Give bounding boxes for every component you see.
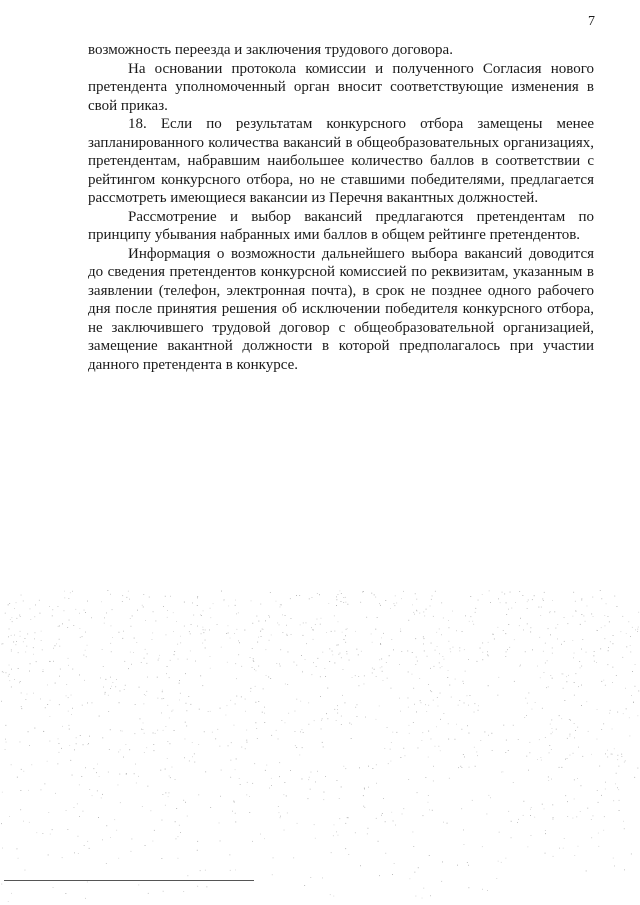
paragraph-review: Рассмотрение и выбор вакансий предлагаются претендентам по принципу убывания набранных ими баллов в общем рейтинге претендентов. [88,208,594,243]
document-body [88,41,594,374]
paragraph-protocol: На основании протокола комиссии и полученного Согласия нового претендента уполномоченный орган вносит соответствующие изменения в свой приказ. [88,60,594,114]
page-number: 7 [588,14,595,29]
scan-edge-line [4,880,254,881]
scan-noise [0,590,640,905]
paragraph-item-18: 18. Если по результатам конкурсного отбора замещены менее запланированного количества вакансий в общеобразовательных организациях, претендентам, набравшим наибольшее количество баллов в соответствии с рейтингом конкурсного отбора, но не ставшими победителями, предлагается рассмотреть имеющиеся вакансии из Перечня вакантных должностей. [88,116,594,206]
paragraph-information: Информация о возможности дальнейшего выбора вакансий доводится до сведения претендентов конкурсной комиссией по реквизитам, указанным в заявлении (телефон, электронная почта), в срок не позднее одного рабочего дня после принятия решения об исключении победителя конкурсного отбора, не заключившего трудовой договор с общеобразовательной организацией, замещение вакантной должности в которой предполагалось при участии данного претендента в конкурсе. [88,245,594,373]
paragraph-continuation: возможность переезда и заключения трудового договора. [88,42,453,58]
